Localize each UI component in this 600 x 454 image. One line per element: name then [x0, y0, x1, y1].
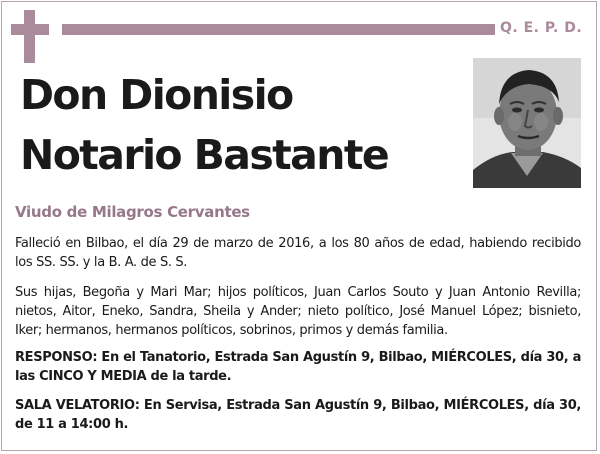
deceased-name-line1: Don Dionisio — [20, 71, 293, 119]
sala-velatorio-paragraph: SALA VELATORIO: En Servisa, Estrada San Agustín 9, Bilbao, MIÉRCOLES, día 30, de 11 a 14:00 h. — [15, 398, 581, 432]
widower-subtitle: Viudo de Milagros Cervantes — [15, 203, 250, 221]
portrait-photo — [473, 58, 581, 188]
header-rule — [62, 24, 495, 35]
cross-vertical-bar — [24, 10, 35, 63]
responso-paragraph: RESPONSO: En el Tanatorio, Estrada San Agustín 9, Bilbao, MIÉRCOLES, día 30, a las CINCO Y MEDIA de la tarde. — [15, 350, 581, 384]
family-paragraph: Sus hijas, Begoña y Mari Mar; hijos políticos, Juan Carlos Souto y Juan Antonio Revilla; nietos, Aitor, Eneko, Sandra, Sheila y Ander; nieto político, José Manuel López; bisnieto, Iker; hermanos, hermanos políticos, sobrinos, primos y demás familia. — [15, 285, 581, 338]
death-notice-paragraph: Falleció en Bilbao, el día 29 de marzo de 2016, a los 80 años de edad, habiendo recibido los SS. SS. y la B. A. de S. S. — [15, 236, 581, 270]
qepd-label: Q. E. P. D. — [500, 20, 583, 36]
cross-horizontal-bar — [11, 24, 49, 35]
deceased-name-line2: Notario Bastante — [20, 131, 389, 179]
